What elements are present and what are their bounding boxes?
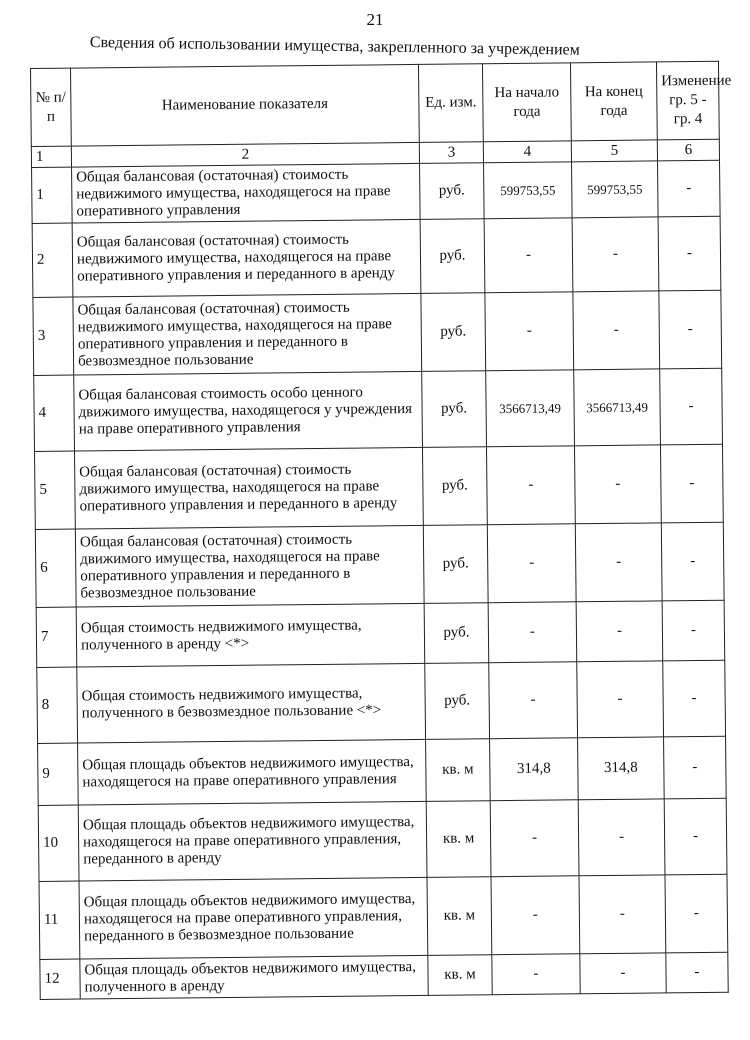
end-value: - — [579, 875, 666, 954]
table-row — [40, 952, 728, 999]
indicator-name: Общая балансовая (остаточная) стоимость недвижимого имущества, находящегося на праве оперативного управления и переданного в аренду — [72, 219, 421, 297]
header-no: № п/п — [31, 68, 72, 146]
end-value: - — [580, 953, 666, 994]
header-unit: Ед. изм. — [418, 64, 483, 143]
end-value: 314,8 — [578, 737, 665, 800]
change-value: - — [664, 736, 727, 799]
start-value: - — [492, 954, 580, 995]
indicator-name: Общая площадь объектов недвижимого имущества, находящегося на праве оперативного управления, переданного в безвозмездное пользование — [79, 877, 428, 959]
change-value: - — [665, 874, 728, 953]
unit-cell: руб. — [424, 603, 489, 664]
end-value: - — [575, 523, 662, 602]
column-number: 4 — [483, 141, 571, 163]
column-number: 1 — [31, 146, 71, 167]
page-number: 21 — [366, 10, 384, 29]
table-row — [38, 798, 727, 881]
table-row — [39, 874, 728, 959]
unit-cell: руб. — [422, 447, 487, 526]
start-value: 314,8 — [490, 738, 579, 801]
unit-cell: руб. — [423, 525, 488, 604]
row-number: 3 — [33, 297, 74, 375]
column-number: 6 — [657, 139, 719, 161]
indicator-name: Общая стоимость недвижимого имущества, полученного в безвозмездное пользование <*> — [77, 663, 426, 743]
row-number: 8 — [37, 667, 78, 743]
end-value: - — [578, 799, 665, 876]
change-value: - — [666, 952, 728, 993]
change-value: - — [661, 522, 724, 601]
end-value: - — [574, 445, 661, 524]
header-start: На начало года — [482, 63, 571, 142]
column-number: 2 — [71, 142, 419, 167]
row-number: 7 — [36, 607, 77, 667]
table-row — [34, 368, 723, 451]
start-value: 599753,55 — [484, 162, 573, 219]
row-number: 5 — [35, 451, 76, 529]
unit-cell: руб. — [421, 293, 486, 372]
table-row — [32, 160, 721, 223]
unit-cell: кв. м — [428, 955, 492, 996]
column-number: 5 — [571, 140, 657, 162]
row-number: 10 — [38, 805, 79, 881]
indicator-name: Общая площадь объектов недвижимого имущества, находящегося на праве оперативного управления, переданного в аренду — [78, 801, 427, 881]
header-name: Наименование показателя — [71, 64, 420, 146]
end-value: 3566713,49 — [574, 369, 661, 446]
change-value: - — [658, 216, 721, 291]
unit-cell: кв. м — [426, 739, 491, 802]
start-value: - — [491, 876, 580, 955]
table-row — [38, 736, 727, 805]
start-value: - — [489, 662, 578, 739]
table-row — [32, 216, 721, 297]
change-value: - — [662, 600, 725, 661]
table-row — [36, 600, 725, 667]
end-value: 599753,55 — [572, 161, 659, 218]
unit-cell: руб. — [425, 663, 490, 740]
start-value: - — [485, 292, 574, 371]
start-value: - — [484, 218, 573, 293]
start-value: - — [487, 524, 576, 603]
unit-cell: руб. — [422, 371, 487, 448]
change-value: - — [660, 368, 723, 445]
table-body — [32, 160, 729, 999]
change-value: - — [660, 444, 723, 523]
document-title: Сведения об использовании имущества, закрепленного за учреждением — [89, 34, 580, 59]
start-value: - — [488, 602, 577, 663]
header-change: Изменение гр. 5 - гр. 4 — [656, 61, 719, 140]
row-number: 9 — [38, 743, 79, 805]
row-number: 6 — [35, 529, 76, 607]
unit-cell: руб. — [420, 163, 485, 220]
end-value: - — [576, 601, 663, 662]
row-number: 12 — [40, 959, 80, 999]
start-value: - — [486, 446, 575, 525]
row-number: 2 — [32, 223, 73, 297]
start-value: 3566713,49 — [486, 370, 575, 447]
end-value: - — [572, 217, 659, 292]
row-number: 1 — [32, 167, 73, 223]
column-number: 3 — [419, 142, 483, 164]
indicator-name: Общая площадь объектов недвижимого имущества, находящегося на праве оперативного управления — [78, 739, 427, 805]
indicator-name: Общая балансовая (остаточная) стоимость движимого имущества, находящегося на праве оперативного управления и переданного в аренду — [75, 447, 424, 529]
indicator-name: Общая балансовая стоимость особо ценного движимого имущества, находящегося у учреждения на праве оперативного управления — [74, 371, 423, 451]
indicator-name: Общая балансовая (остаточная) стоимость движимого имущества, находящегося на праве оперативного управления и переданного в безвозмездное пользование — [75, 525, 424, 607]
start-value: - — [490, 800, 579, 877]
property-usage-table — [30, 61, 732, 1000]
unit-cell: кв. м — [427, 877, 492, 956]
row-number: 11 — [39, 881, 80, 959]
table-row — [37, 660, 726, 743]
indicator-name: Общая балансовая (остаточная) стоимость недвижимого имущества, находящегося на праве оперативного управления и переданного в безвозмездное пользование — [73, 293, 422, 375]
indicator-name: Общая стоимость недвижимого имущества, полученного в аренду <*> — [76, 603, 425, 667]
row-number: 4 — [34, 375, 75, 451]
table-row — [35, 522, 724, 607]
table-row — [35, 444, 724, 529]
header-end: На конец года — [570, 62, 657, 141]
indicator-name: Общая балансовая (остаточная) стоимость недвижимого имущества, находящегося на праве оперативного управления — [72, 163, 421, 223]
change-value: - — [659, 290, 722, 369]
table-row — [33, 290, 722, 375]
end-value: - — [573, 291, 660, 370]
indicator-name: Общая площадь объектов недвижимого имущества, полученного в аренду — [80, 955, 428, 999]
change-value: - — [664, 798, 727, 875]
unit-cell: кв. м — [426, 801, 491, 878]
change-value: - — [663, 660, 726, 737]
change-value: - — [658, 160, 721, 217]
unit-cell: руб. — [420, 219, 485, 294]
end-value: - — [577, 661, 664, 738]
